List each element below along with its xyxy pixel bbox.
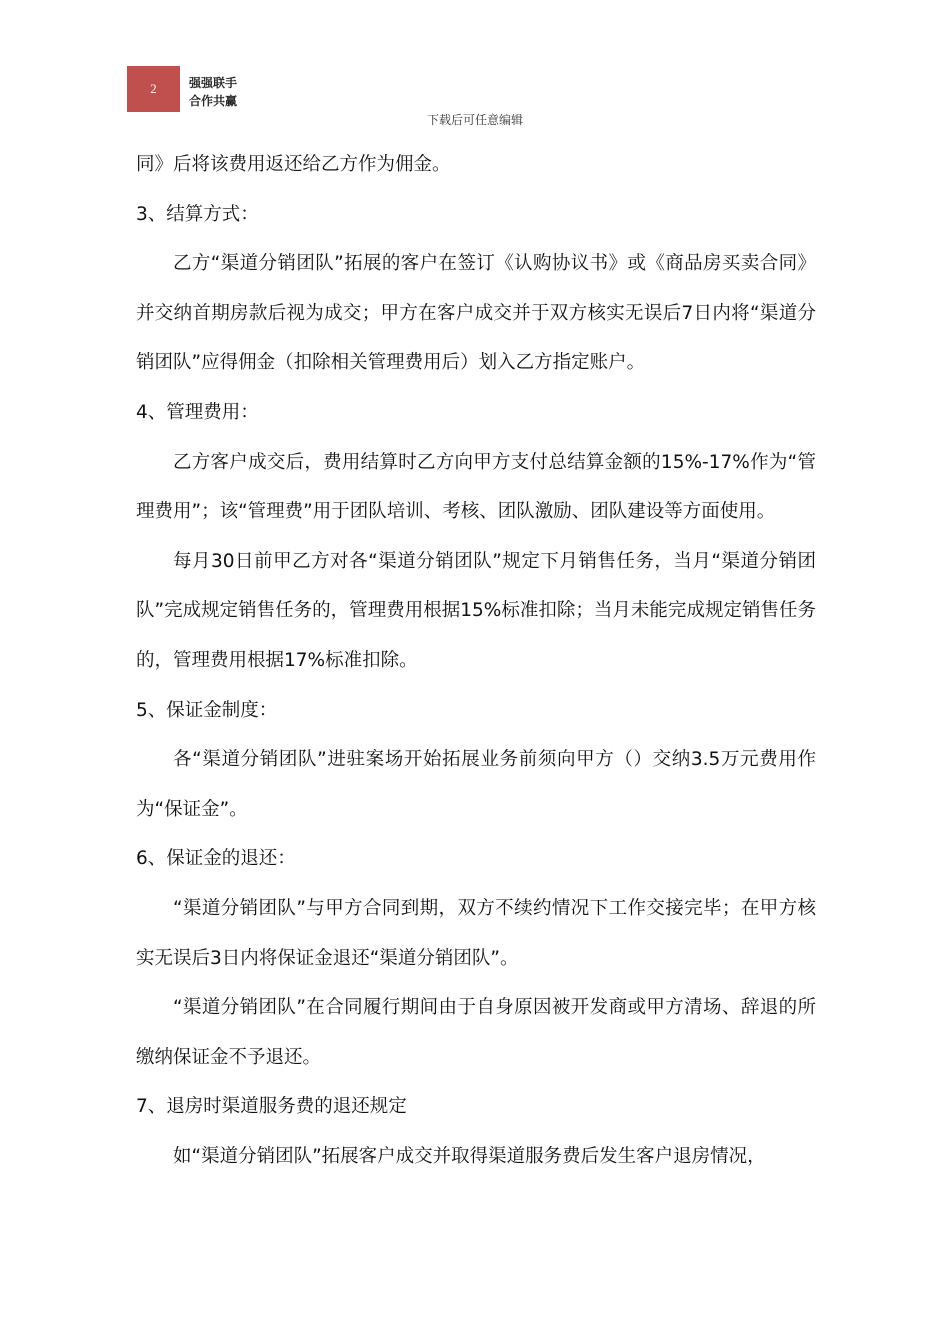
paragraph-sales-task: 每月30日前甲乙方对各“渠道分销团队”规定下月销售任务，当月“渠道分销团队”完成规定销售任务的，管理费用根据15%标准扣除；当月未能完成规定销售任务的，管理费用根据17%标准扣除。 (136, 550, 816, 671)
page-number-badge (127, 66, 180, 112)
heading-deposit-system: 5、保证金制度： (136, 699, 278, 721)
heading-management-fee: 4、管理费用： (136, 401, 259, 423)
heading-fee-return: 7、退房时渠道服务费的退还规定 (136, 1096, 407, 1118)
header-note: 下载后可任意编辑 (426, 113, 523, 127)
paragraph-management-fee: 乙方客户成交后，费用结算时乙方向甲方支付总结算金额的15%-17%作为“管理费用”；该“管理费”用于团队培训、考核、团队激励、团队建设等方面使用。 (136, 451, 816, 523)
paragraph-fee-return: 如“渠道分销团队”拓展客户成交并取得渠道服务费后发生客户退房情况， (173, 1145, 766, 1167)
slogan-line-1: 强强联手 (189, 76, 238, 90)
document-body (136, 140, 816, 1181)
heading-settlement-method: 3、结算方式： (136, 203, 259, 225)
paragraph-settlement: 乙方“渠道分销团队”拓展的客户在签订《认购协议书》或《商品房买卖合同》并交纳首期房款后视为成交；甲方在客户成交并于双方核实无误后7日内将“渠道分销团队”应得佣金（扣除相关管理费用后）划入乙方指定账户。 (136, 253, 816, 374)
paragraph-deposit-refund: “渠道分销团队”与甲方合同到期，双方不续约情况下工作交接完毕；在甲方核实无误后3日内将保证金退还“渠道分销团队”。 (136, 897, 816, 969)
slogan-line-2: 合作共赢 (189, 94, 238, 108)
page-number: 2 (150, 81, 157, 96)
paragraph-deposit: 各“渠道分销团队”进驻案场开始拓展业务前须向甲方（）交纳3.5万元费用作为“保证金”。 (136, 749, 816, 820)
heading-deposit-refund: 6、保证金的退还： (136, 848, 296, 870)
paragraph-continuation: 同》后将该费用返还给乙方作为佣金。 (136, 154, 451, 175)
header-slogan (189, 74, 237, 110)
paragraph-deposit-forfeit: “渠道分销团队”在合同履行期间由于自身原因被开发商或甲方清场、辞退的所缴纳保证金不予退还。 (136, 997, 816, 1068)
